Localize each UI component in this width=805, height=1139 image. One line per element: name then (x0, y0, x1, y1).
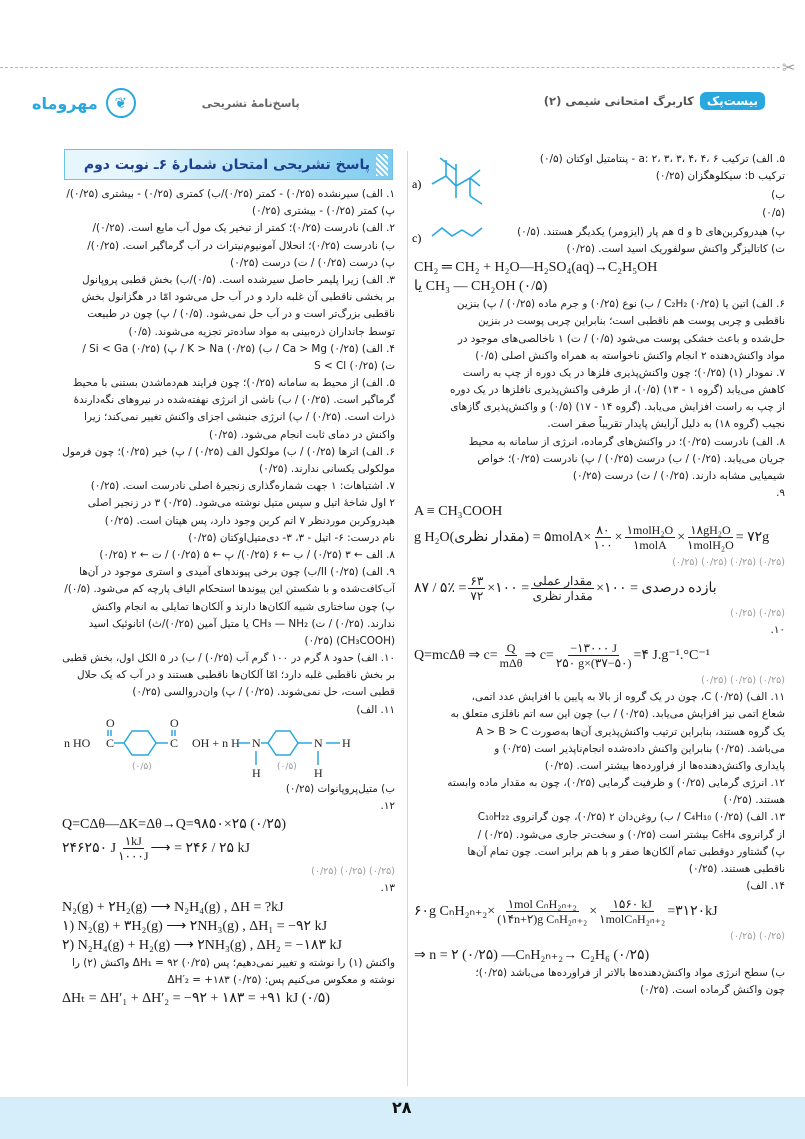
answer-line: ۶. الف) اترها (۰/۲۵) / ب) مولکول الف (۰/۲۵) / پ) خیر (۰/۲۵)؛ چون فرمول (62, 445, 395, 458)
equation (414, 258, 785, 277)
equation-term: ۲) N₂H₄(g) + H₂(g) ⟶ ۲NH₃(g) , ΔH₂ = −۱۸۳ kJ (62, 937, 343, 953)
equation-term: ×۱۰۰ = بازده درصدی (596, 580, 717, 596)
answer-line: ت) S < Cl (۰/۲۵) (314, 359, 395, 372)
answer-line: ب) (771, 189, 785, 202)
answer-line: قطبی است، حل نمی‌شوند. (۰/۲۵) / پ) وان‌دروالسی (۰/۲۵) (132, 686, 395, 699)
denominator: ۲۵۰ g×(۳۷−۵۰) (555, 655, 632, 670)
answer-line: ۸. الف) نادرست (۰/۲۵)؛ در واکنش‌های گرماده، انرژی از سامانه به محیط (468, 435, 785, 448)
answer-line: ناقطبی و چربی پوست هم ناقطبی است؛ بنابراین چربی پوست در بنزین (477, 315, 785, 328)
score-line: (۰/۲۵) (۰/۲۵) (۰/۲۵) (701, 674, 785, 686)
skeletal-structures-a-c (410, 150, 490, 250)
equation-term: g H₂O(مقدار نظری) = ۵molA× (414, 530, 592, 546)
answer-line: ۱۰. (770, 623, 785, 636)
answer-line: ۱۳. (380, 882, 395, 895)
answer-line: نوشته و معکوس می‌کنیم پس: ΔH′₂ = +۱۸۳ (۰/۲۵) (167, 973, 395, 986)
answer-line: ۴. الف) Ca > Mg (۰/۲۵) / ب) K > Na (۰/۲۵) / پ) Si < Ga (۰/۲۵) / (82, 342, 395, 355)
denominator: ۱molA (632, 538, 667, 553)
n-label: N (314, 735, 323, 750)
equation-term: N₂(g) + ۲H₂(g) ⟶ N₂H₄(g) , ΔH = ?kJ (62, 899, 284, 915)
answer-line: پ) درست (۰/۲۵) / ت) درست (۰/۲۵) (230, 256, 395, 269)
numerator: −۱۳۰۰۰ J (570, 640, 617, 655)
answer-line: می‌باشد. (۰/۲۵) بنابراین واکنش داده‌شده انجام‌ناپذیر است (۰/۲۵) و (494, 742, 785, 755)
fraction (118, 834, 148, 863)
polyamide-reaction-structure (62, 719, 362, 781)
equation-term: =۳۱۲۰kJ (667, 904, 718, 920)
answer-line: ندارند. (۰/۲۵) / ت) CH₃ — NH₂ یا متیل آمین (۰/۲۵)/ث) اتانوئیک اسید (88, 617, 395, 630)
denominator: mΔθ (499, 655, 523, 670)
answer-line: ۱۴. الف) (746, 880, 785, 893)
answer-line: بر بخشی ناقطبی آن غلبه دارد و در آب حل می‌شود امّا در هگزانول بخش (81, 291, 395, 304)
fraction (556, 641, 632, 670)
butterfly-logo-icon: ❦ (106, 88, 136, 118)
equation (414, 946, 785, 965)
equation (414, 572, 785, 605)
left-column (62, 186, 395, 1008)
scissors-icon: ✂ (782, 58, 796, 77)
structure-a-label: a) (412, 177, 422, 191)
answer-line: پایداری واکنش‌دهنده‌ها از فراورده‌ها بیشتر است. (۰/۲۵) (544, 759, 785, 772)
answer-line: واکنش در دمای ثابت انجام می‌شود. (۰/۲۵) (208, 428, 395, 441)
answer-line: ۸. الف ← ۳ (۰/۲۵) / ب ← ۶ (۰/۲۵)/ پ ← ۵ (۰/۲۵) / ت ← ۲ (۰/۲۵) (99, 548, 395, 561)
equation-term: × (677, 529, 686, 545)
answer-line: پ) کمتر (۰/۲۵) - بیشتری (۰/۲۵) (252, 205, 395, 218)
answer-line: شعاع اتمی نیز افزایش می‌یابد. (۰/۲۵) / ب) چون این سه اتم نافلزی متعلق به (450, 708, 785, 721)
equation (414, 521, 785, 554)
equation (414, 895, 785, 928)
structure-c-label: c) (412, 231, 422, 245)
answer-line: ۱۲. انرژی گرمایی (۰/۲۵) و ظرفیت گرمایی (۰/۲۵)، چون به مقدار ماده وابسته (447, 777, 785, 790)
equation-term: ⟶ = ۲۴۶ / ۲۵ kJ (150, 841, 250, 857)
equation (62, 815, 395, 834)
answer-line: پ) هیدروکربن‌های b و d هم پار (ایزومر) یکدیگر هستند. (۰/۵) (517, 225, 785, 238)
equation-term: ۸۷ / ۵٪ = (414, 580, 467, 596)
answer-line: (CH₃COOH) (۰/۲۵) (304, 634, 395, 647)
equation (62, 898, 395, 917)
equation-term: = ۷۲g (735, 530, 770, 546)
answer-line: حل‌شده و باعث خشکی پوست می‌شود (۰/۵) / ت) ۱ ناخالصی‌های موجود در (457, 332, 785, 345)
fraction (599, 897, 665, 926)
equation-term: × (614, 529, 623, 545)
right-column (407, 151, 785, 1086)
equation-term: A ≡ CH₃COOH (414, 503, 503, 519)
answer-line: نجیب (گروه ۱۸) به دلیل آرایش پایدار تقریباً صفر است. (547, 418, 785, 431)
structure-a (432, 158, 482, 204)
equation (62, 834, 395, 863)
answer-line: ب) سطح انرژی مواد واکنش‌دهنده‌ها بالاتر از فراورده‌ها می‌باشد (۰/۲۵)؛ (475, 966, 785, 979)
answer-line: ب) متیل‌پروپانوات (۰/۲۵) (285, 782, 395, 795)
fraction (687, 523, 734, 552)
denominator: ۱molH₂O (687, 538, 734, 553)
c-label: C (170, 735, 179, 750)
answer-line: ۲ اول شاخهٔ اتیل و سپس متیل نوشته می‌شود. (۰/۲۵) ۳ در زنجیر اصلی (87, 497, 395, 510)
denominator: ۷۲ (470, 588, 484, 603)
equation-term: Q=CΔθ (62, 816, 106, 832)
ho-label: n HO (64, 735, 91, 750)
answer-line: ۹. الف) II (۰/۲۵)/ب) چون برخی پیوندهای آمیدی و استری موجود در آن‌ها (79, 566, 395, 579)
brand-pill: بیست‌پک (700, 92, 765, 110)
answer-line: توسط جانداران ذره‌بینی به مواد ساده‌تر تجزیه می‌شوند. (۰/۵) (128, 325, 395, 338)
answer-line: جریان می‌یابد. (۰/۲۵) / ب) درست (۰/۲۵) / پ) نادرست (۰/۲۵)؛ خواص (477, 452, 785, 465)
numerator: ۱molH₂O (626, 523, 674, 538)
h-label: H (252, 765, 261, 780)
answer-line: ۱۳. الف) C₄H₁₀ (۰/۲۵) / ب) روغن‌دان ۲ (۰/۲۵)، چون گرانروی C₁₀H₂₂ (477, 811, 785, 824)
answer-line: مواد واکنش‌دهنده ۲ انجام واکنش ناخواسته به همراه واکنش اصلی (۰/۵) (475, 349, 785, 362)
equation-term: =۴ J.g⁻¹.°C⁻¹ (633, 647, 710, 663)
equation-term: ΔHₜ = ΔH′₁ + ΔH′₂ = −۹۲ + ۱۸۳ = +۹۱ kJ (۰/۵) (62, 990, 330, 1006)
equation-term: Q=mcΔθ ⇒ c= (414, 647, 498, 663)
answer-line: ۶. الف) اتین یا C₂H₂ (۰/۲۵) / ب) نوع (۰/۲۵) و جرم ماده (۰/۲۵) / پ) بنزین (456, 298, 785, 311)
fraction (500, 641, 523, 670)
exam-title-box (64, 149, 393, 180)
structure-c (432, 228, 482, 236)
answer-line: از گرانروی C₆H₄ بیشتر است (۰/۲۵) و سخت‌تر جاری می‌شود. (۰/۲۵) / (477, 828, 785, 841)
score-line: (۰/۲۵) (۰/۲۵) (730, 607, 785, 619)
equation-term: C₂H₅OH (607, 259, 658, 275)
answer-line: بر بخش ناقطبی غلبه دارد؛ امّا آلکان‌ها ناقطبی هستند و در آب که یک حلال (77, 669, 395, 682)
answer-line: ترکیب b: سیکلوهگزان (۰/۲۵) (655, 170, 785, 183)
denominator: ۱۰۰۰J (118, 849, 149, 864)
o-label: O (106, 718, 115, 730)
equation-term: × (589, 903, 598, 919)
answer-line: چون واکنش گرماده است. (۰/۲۵) (640, 983, 785, 996)
o-label: O (170, 718, 179, 730)
structure-slot (62, 719, 395, 781)
answer-line: ناقطبی بزرگ‌تر است و در آب حل نمی‌شود. (۰/۵) / پ) چون در طبیعت (87, 308, 395, 321)
answer-line: ۷. نمودار (۱) (۰/۲۵)؛ چون واکنش‌پذیری فلزها در یک دوره از چپ به راست (462, 366, 785, 379)
answer-line: ۵. الف) از محیط به سامانه (۰/۲۵)؛ چون فرایند هم‌دماشدن بستنی با محیط (72, 377, 395, 390)
answer-line: ۱۰. الف) حدود ۸ گرم در ۱۰۰ گرم آب (۰/۲۵) / ب) در ۵ الکل اول، بخش قطبی (62, 653, 395, 665)
equation (62, 989, 395, 1008)
answer-line: (۰/۵) (762, 206, 785, 219)
equation (414, 639, 785, 672)
book-title: کاربرگ امتحانی شیمی (۲) (543, 94, 694, 108)
answer-line: ۱۱. الف) C (۰/۲۵)، چون در یک گروه از بالا به پایین با افزایش عدد اتمی، (471, 691, 785, 704)
oh-label: OH + n H (192, 735, 240, 750)
numerator: ۸۰ (596, 523, 610, 538)
numerator: ۱kJ (124, 834, 142, 849)
c-label: C (106, 735, 115, 750)
cut-line (0, 67, 780, 68)
answer-line: ۲. الف) نادرست (۰/۲۵)؛ کمتر از تبخیر یک مول آب مایع است. (۰/۲۵)/ (92, 222, 395, 235)
answer-line: ت) کاتالیزگر واکنش سولفوریک اسید است. (۰/۲۵) (566, 242, 785, 255)
score-line: (۰/۲۵) (۰/۲۵) (۰/۲۵) (311, 866, 395, 878)
answer-line: از چپ به راست افزایش می‌یابد. (گروه ۱۴ - ۱۷) (۰/۵) و واکنش‌پذیری گازهای (450, 401, 785, 414)
score: (۰/۵) (132, 761, 152, 772)
numerator: ۱۸gH₂O (690, 523, 731, 538)
answer-line: هستند. (۰/۲۵) (723, 794, 785, 807)
equation (62, 917, 395, 936)
answer-line: گرماگیر است. (۰/۲۵) / ب) ناشی از انرژی نهفته‌شده در نیروهای نگه‌دارندهٔ (73, 394, 395, 407)
answer-line: ب) نادرست (۰/۲۵)؛ انحلال آمونیوم‌نیترات در آب گرماگیر است. (۰/۲۵)/ (87, 239, 395, 252)
numerator: ۱۵۶۰ kJ (612, 897, 652, 912)
equation-term: Q=۹۸۵۰×۲۵ (۰/۲۵) (175, 817, 287, 833)
numerator: ۱mol CₙH₂ₙ₊₂ (507, 897, 577, 912)
numerator: Q (506, 640, 516, 655)
book-header (544, 92, 765, 110)
answer-line: ذرات است. (۰/۲۵) / پ) انرژی جنبشی اجزای واکنش تغییر نمی‌کند؛ زیرا (84, 411, 395, 424)
answer-line: ۷. اشتباهات: ۱ جهت شماره‌گذاری زنجیرهٔ اصلی نادرست است. (۰/۲۵) (90, 480, 395, 493)
answer-line: واکنش (۱) را نوشته و تغییر نمی‌دهیم؛ پس ΔH₁ = ۹۲ (۰/۲۵) واکنش (۲) را (71, 956, 395, 969)
numerator: ۶۳ (470, 573, 484, 588)
h-label: H (342, 735, 351, 750)
fraction (497, 897, 587, 926)
h-label: H (314, 765, 323, 780)
equation-term: ×۱۰۰ = (487, 580, 530, 596)
answer-line: پ) گشتاور دوقطبی تمام آلکان‌ها صفر و با هم برابر است. چون تمام آن‌ها (467, 845, 785, 858)
denominator: مقدار نظری (532, 588, 593, 603)
hatch-decoration (376, 154, 388, 176)
answer-line: شیمیایی مشابه دارند. (۰/۲۵) / ت) درست (۰/۲۵) (572, 470, 785, 482)
equation (414, 502, 785, 521)
equation (62, 936, 395, 955)
equation (414, 277, 785, 296)
fraction (531, 574, 594, 603)
equation-term: CH₂ ═ CH₂ + H₂O (414, 259, 520, 275)
numerator: مقدار عملی (533, 573, 593, 588)
equation-term: ۶۰g CₙH₂ₙ₊₂× (414, 904, 496, 920)
denominator: ۱molCₙH₂ₙ₊₂ (599, 912, 666, 927)
answer-line: ۱. الف) سیرنشده (۰/۲۵) - کمتر (۰/۲۵)/ب) کمتری (۰/۲۵) - بیشتری (۰/۲۵)/ (66, 188, 395, 200)
answer-line: ناقطبی هستند. (۰/۲۵) (688, 863, 785, 875)
equation-term: —ΔK=Δθ→ (105, 816, 176, 832)
answer-line: یک گروه هستند، بنابراین ترتیب واکنش‌پذیری آن‌ها به‌صورت A > B > C (475, 725, 785, 738)
answer-line: پ) چون ساختاری شبیه آلکان‌ها دارند و آلکان‌ها تمایلی به انجام واکنش (91, 600, 395, 613)
denominator: (۱۴n+۲)g CₙH₂ₙ₊₂ (497, 912, 588, 927)
answer-line: مولکولی یکسانی ندارند. (۰/۲۵) (259, 463, 395, 475)
equation-term: ⇒ n = ۲ (۰/۲۵) —CₙH₂ₙ₊₂→ C₂H₆ (۰/۲۵) (414, 947, 650, 963)
answer-line: ۱۲. (380, 800, 395, 812)
equation-term: ۱) N₂(g) + ۳H₂(g) ⟶ ۲NH₃(g) , ΔH₁ = −۹۲ kJ (62, 918, 328, 934)
score-line: (۰/۲۵) (۰/۲۵) (۰/۲۵) (۰/۲۵) (672, 557, 785, 569)
denominator: ۱۰۰ (593, 538, 613, 553)
page-number: ۲۸ (392, 1098, 412, 1117)
answer-line: هیدروکربن موردنظر ۷ اتم کربن وجود دارد، پس هپتان است. (۰/۲۵) (104, 514, 395, 527)
fraction (468, 574, 485, 603)
fraction (625, 523, 676, 552)
answer-line: آب‌کافت‌شده و با شکستن این پیوندها استحکام الیاف پارچه کم می‌شود. (۰/۵)/ (64, 584, 395, 596)
answer-line: ۵. الف) ترکیب a: ۲، ۳، ۳، ۴، ۴، ۶ - پنتامتیل اوکتان (۰/۵) (539, 153, 785, 165)
n-label: N (252, 735, 261, 750)
equation-term: یا CH₃ — CH₂OH (۰/۵) (414, 279, 548, 295)
publisher-header (32, 88, 300, 118)
equation-term: ۲۴۶۲۵۰ J (62, 841, 117, 857)
score-line: (۰/۲۵) (۰/۲۵) (730, 931, 785, 943)
section-label: پاسخ‌نامهٔ تشریحی (201, 96, 300, 110)
exam-title: پاسخ تشریحی امتحان شمارهٔ ۶ـ نوبت دوم (83, 156, 370, 173)
answer-line: کاهش می‌یابد (گروه ۱ - ۱۳) (۰/۵)، از طرفی واکنش‌پذیری نافلزها در یک دوره (450, 384, 785, 397)
score: (۰/۵) (277, 761, 297, 772)
fraction (593, 523, 612, 552)
publisher-logo: مهروماه (32, 93, 98, 113)
answer-line: ۹. (776, 487, 785, 500)
equation-term: ⇒ c= (524, 647, 554, 663)
answer-line: نام درست: ۶- اتیل - ۳، ۳- دی‌متیل‌اوکتان (۰/۲۵) (188, 531, 395, 544)
answer-line: ۳. الف) زیرا پلیمر حاصل سیرشده است. (۰/۵)/ب) بخش قطبی پروپانول (82, 273, 395, 286)
equation-term: —H₂SO₄(aq)→ (519, 259, 608, 275)
answer-line: ۱۱. الف) (356, 703, 395, 716)
